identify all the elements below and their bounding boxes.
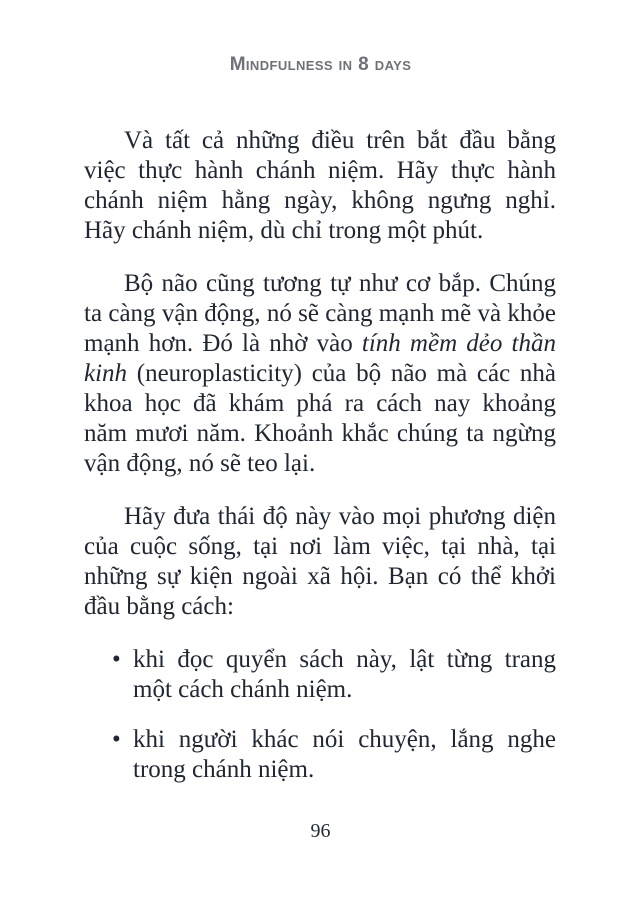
page-number: 96 [310,820,331,842]
paragraph-2-segment: (neuroplasticity) của bộ não mà các nhà khoa học đã khám phá ra cách nay khoảng năm mươi năm. Khoảnh khắc chúng ta ngừng vận động, nó sẽ teo lại. [84,360,556,477]
list-item-text: khi người khác nói chuyện, lắng nghe trong chánh niệm. [133,726,556,783]
paragraph-1: Và tất cả những điều trên bắt đầu bằng việc thực hành chánh niệm. Hãy thực hành chánh niệm hằng ngày, không ngưng nghỉ. Hãy chánh niệm, dù chỉ trong một phút. [84,127,556,244]
paragraph-2 [84,269,556,479]
bullet-list [84,645,556,785]
paragraph-2-segment: Bộ não cũng tương tự như cơ bắp. Chúng ta càng vận động, nó sẽ càng mạnh mẽ và khỏe mạnh hơn. Đó là nhờ vào [84,270,556,357]
list-item [84,725,556,785]
list-item-text: khi đọc quyển sách này, lật từng trang một cách chánh niệm. [133,646,556,703]
page-body [84,126,556,805]
paragraph-3: Hãy đưa thái độ này vào mọi phương diện của cuộc sống, tại nơi làm việc, tại nhà, tại những sự kiện ngoài xã hội. Bạn có thể khởi đầu bằng cách: [84,503,556,620]
bullet-icon: • [112,646,121,673]
running-head: Mindfulness in 8 days [229,54,412,75]
paragraph-2-italic-term: tính mềm dẻo thần kinh [84,330,556,387]
bullet-icon: • [112,726,121,753]
list-item [84,645,556,705]
